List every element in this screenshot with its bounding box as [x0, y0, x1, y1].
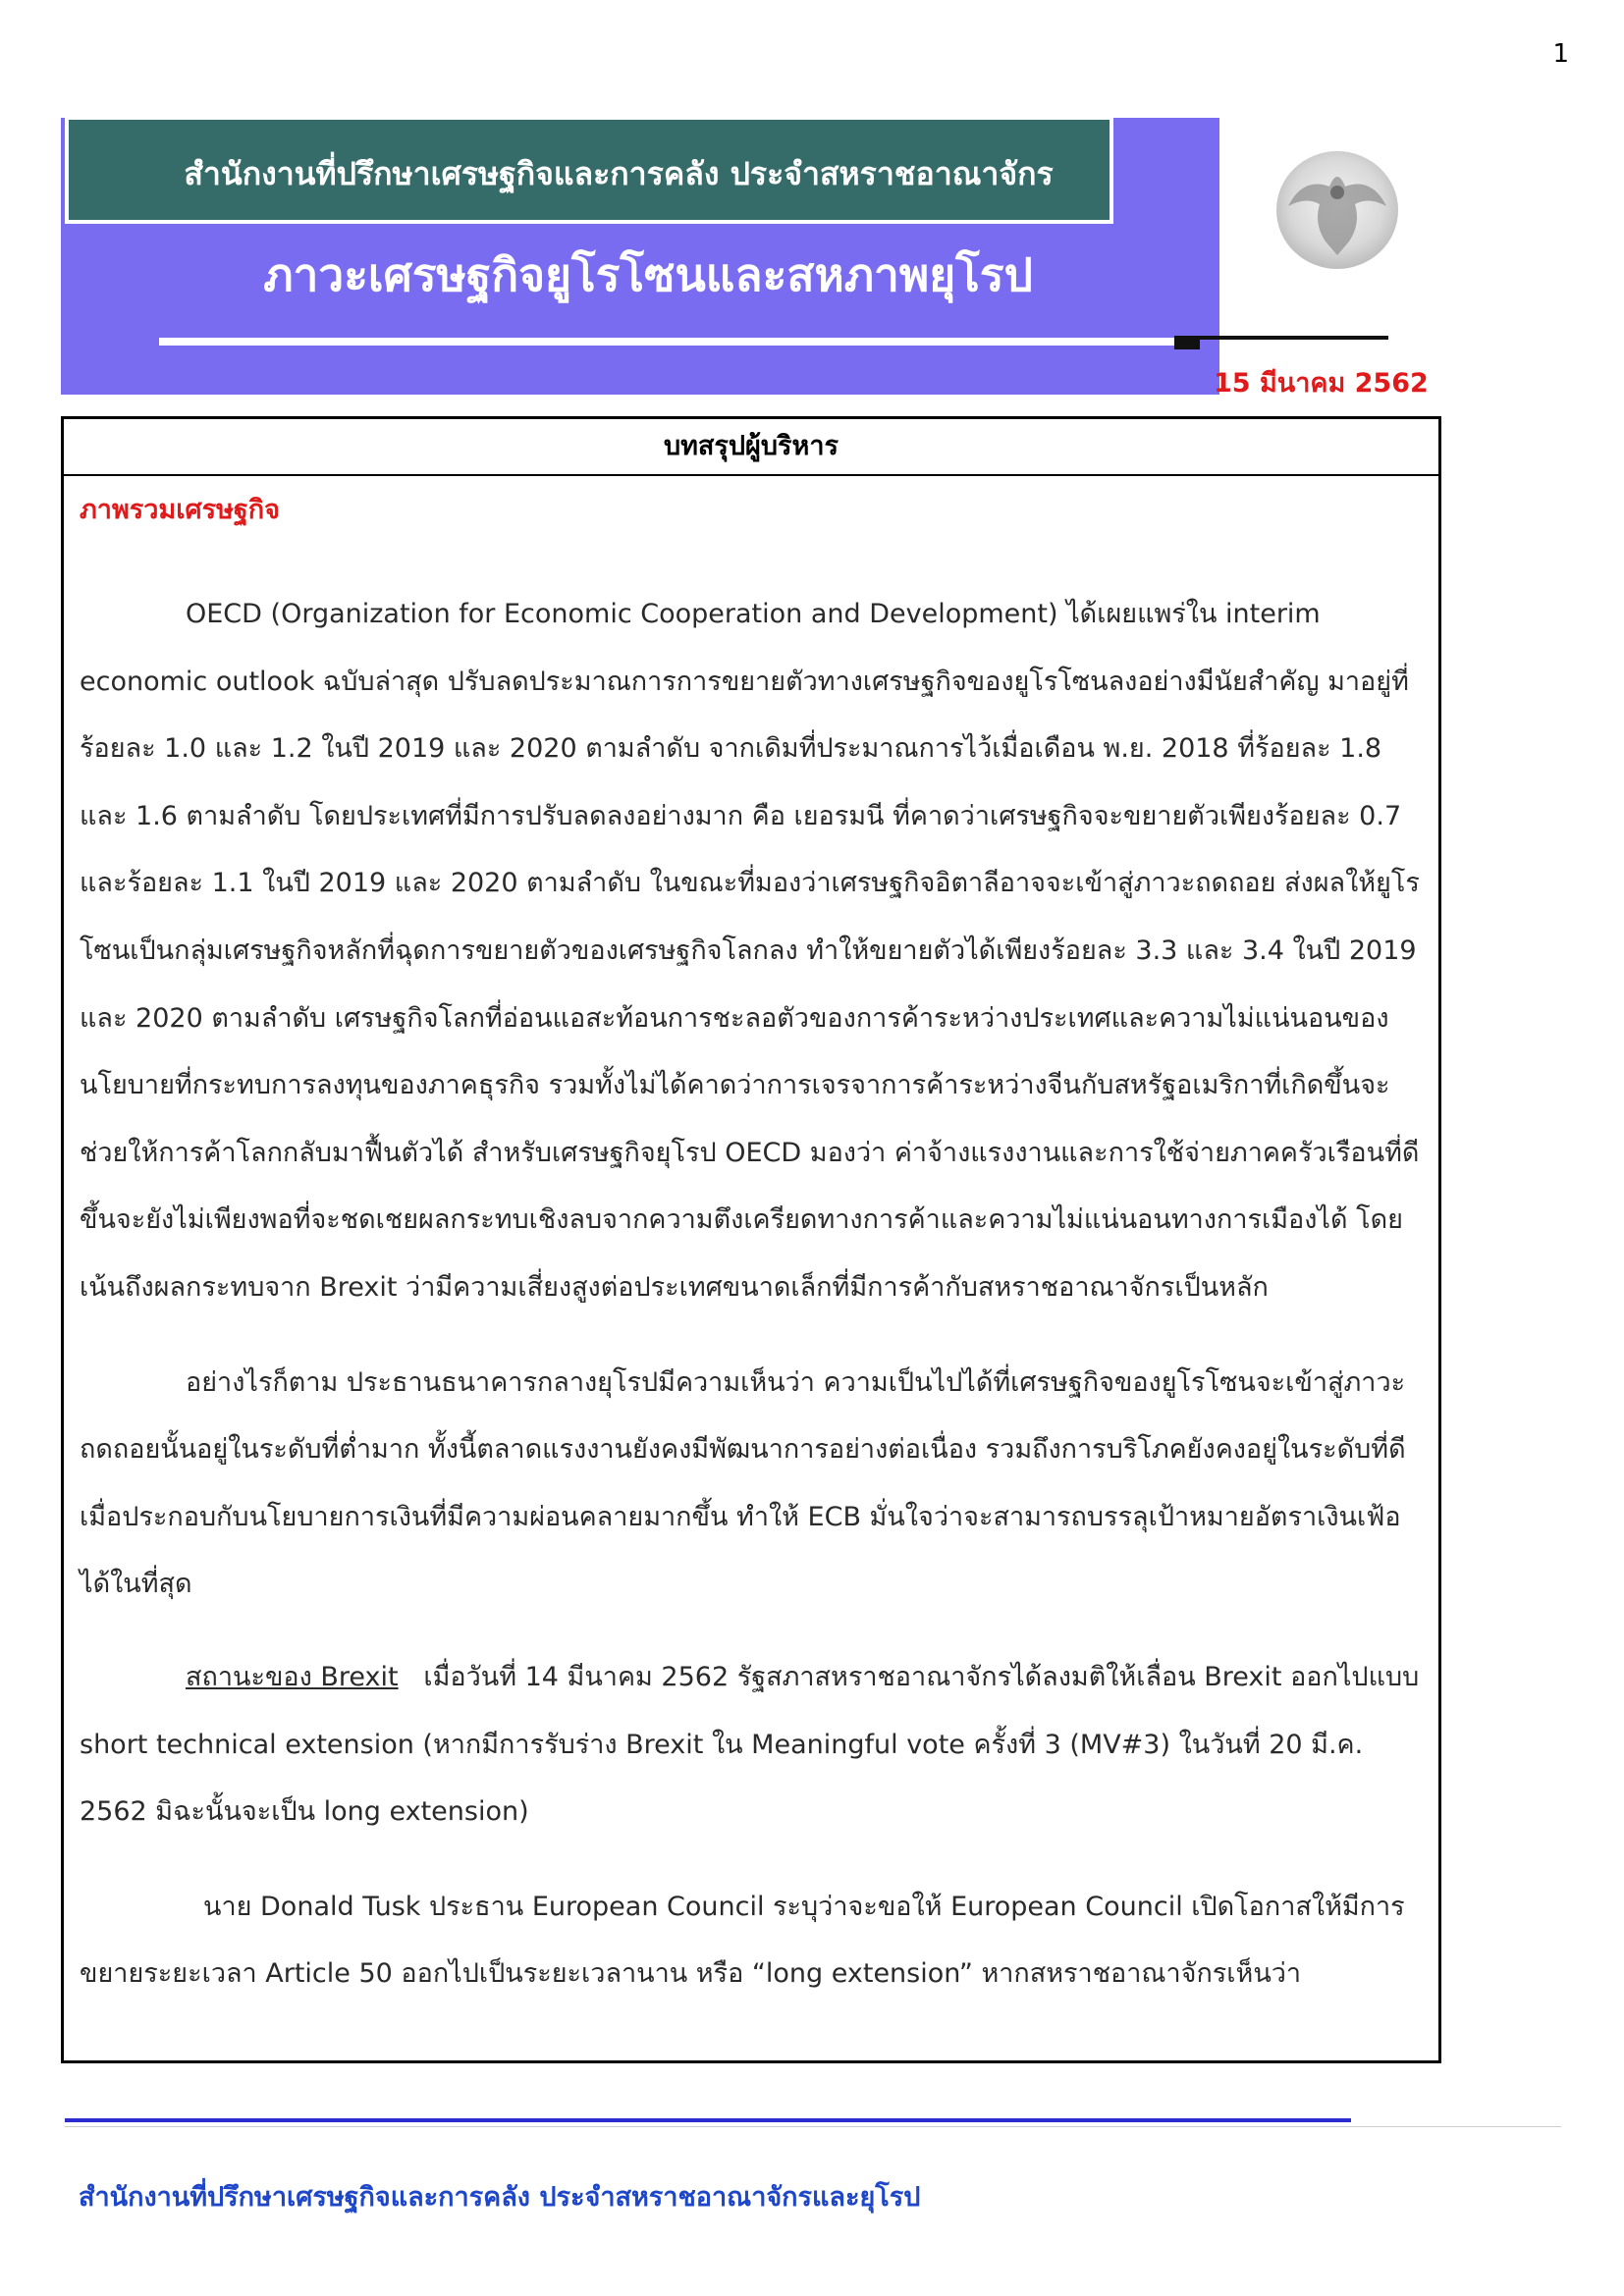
paragraph-1: OECD (Organization for Economic Cooperation and Development) ได้เผยแพร่ใน interim economic outlook ฉบับล่าสุด ปรับลดประมาณการการขยายตัวทางเศรษฐกิจของยูโรโซนลงอย่างมีนัยสำคัญ มาอยู่ที่ร้อยละ 1.0 และ 1.2 ในปี 2019 และ 2020 ตามลำดับ จากเดิมที่ประมาณการไว้เมื่อเดือน พ.ย. 2018 ที่ร้อยละ 1.8 และ 1.6 ตามลำดับ โดยประเทศที่มีการปรับลดลงอย่างมาก คือ เยอรมนี ที่คาดว่าเศรษฐกิจจะขยายตัวเพียงร้อยละ 0.7 และร้อยละ 1.1 ในปี 2019 และ 2020 ตามลำดับ ในขณะที่มองว่าเศรษฐกิจอิตาลีอาจจะเข้าสู่ภาวะถดถอย ส่งผลให้ยูโรโซนเป็นกลุ่มเศรษฐกิจหลักที่ฉุดการขยายตัวของเศรษฐกิจโลกลง ทำให้ขยายตัวได้เพียงร้อยละ 3.3 และ 3.4 ในปี 2019 และ 2020 ตามลำดับ เศรษฐกิจโลกที่อ่อนแอสะท้อนการชะลอตัวของการค้าระหว่างประเทศและความไม่แน่นอนของนโยบายที่กระทบการลงทุนของภาคธุรกิจ รวมทั้งไม่ได้คาดว่าการเจรจาการค้าระหว่างจีนกับสหรัฐอเมริกาที่เกิดขึ้นจะช่วยให้การค้าโลกกลับมาฟื้นตัวได้ สำหรับเศรษฐกิจยุโรป OECD มองว่า ค่าจ้างแรงงานและการใช้จ่ายภาคครัวเรือนที่ดีขึ้นจะยังไม่เพียงพอที่จะชดเชยผลกระทบเชิงลบจากความตึงเครียดทางการค้าและความไม่แน่นอนทางการเมืองได้ โดยเน้นถึงผลกระทบจาก Brexit ว่ามีความเสี่ยงสูงต่อประเทศขนาดเล็กที่มีการค้ากับสหราชอาณาจักรเป็นหลัก [80, 599, 1420, 1303]
report-title: ภาวะเศรษฐกิจยูโรโซนและสหภาพยุโรป [263, 248, 1033, 301]
paragraph-4: นาย Donald Tusk ประธาน European Council ระบุว่าจะขอให้ European Council เปิดโอกาสให้มีการขยายระยะเวลา Article 50 ออกไปเป็นระยะเวลานาน หรือ “long extension” หากสหราชอาณาจักรเห็นว่า [80, 1891, 1405, 1990]
brexit-status-label: สถานะของ Brexit [186, 1661, 399, 1692]
page-number: 1 [1552, 39, 1569, 69]
section-heading: ภาพรวมเศรษฐกิจ [80, 495, 280, 525]
office-name: สำนักงานที่ปรึกษาเศรษฐกิจและการคลัง ประจำสหราชอาณาจักร [184, 155, 1054, 192]
footer-rule [65, 2126, 1561, 2127]
paragraph-3-text: เมื่อวันที่ 14 มีนาคม 2562 รัฐสภาสหราชอาณาจักรได้ลงมติให้เลื่อน Brexit ออกไปแบบ short technical extension (หากมีการรับร่าง Brexit ใน Meaningful vote ครั้งที่ 3 (MV#3) ในวันที่ 20 มี.ค. 2562 มิฉะนั้นจะเป็น long extension) [80, 1661, 1420, 1828]
footer-office-name: สำนักงานที่ปรึกษาเศรษฐกิจและการคลัง ประจำสหราชอาณาจักรและยุโรป [79, 2182, 921, 2213]
garuda-emblem-icon [1259, 147, 1416, 273]
footer-divider [65, 2118, 1351, 2122]
executive-summary-box [61, 416, 1441, 2063]
paragraph-3 [80, 1644, 1423, 1846]
summary-title: บทสรุปผู้บริหาร [64, 419, 1438, 476]
divider-tick [1174, 336, 1200, 349]
title-underline [159, 338, 1180, 346]
report-date: 15 มีนาคม 2562 [1214, 368, 1429, 399]
divider-line [1174, 336, 1388, 340]
paragraph-2: อย่างไรก็ตาม ประธานธนาคารกลางยุโรปมีความเห็นว่า ความเป็นไปได้ที่เศรษฐกิจของยูโรโซนจะเข้าสู่ภาวะถดถอยนั้นอยู่ในระดับที่ต่ำมาก ทั้งนี้ตลาดแรงงานยังคงมีพัฒนาการอย่างต่อเนื่อง รวมถึงการบริโภคยังคงอยู่ในระดับที่ดี เมื่อประกอบกับนโยบายการเงินที่มีความผ่อนคลายมากขึ้น ทำให้ ECB มั่นใจว่าจะสามารถบรรลุเป้าหมายอัตราเงินเฟ้อได้ในที่สุด [80, 1366, 1406, 1600]
